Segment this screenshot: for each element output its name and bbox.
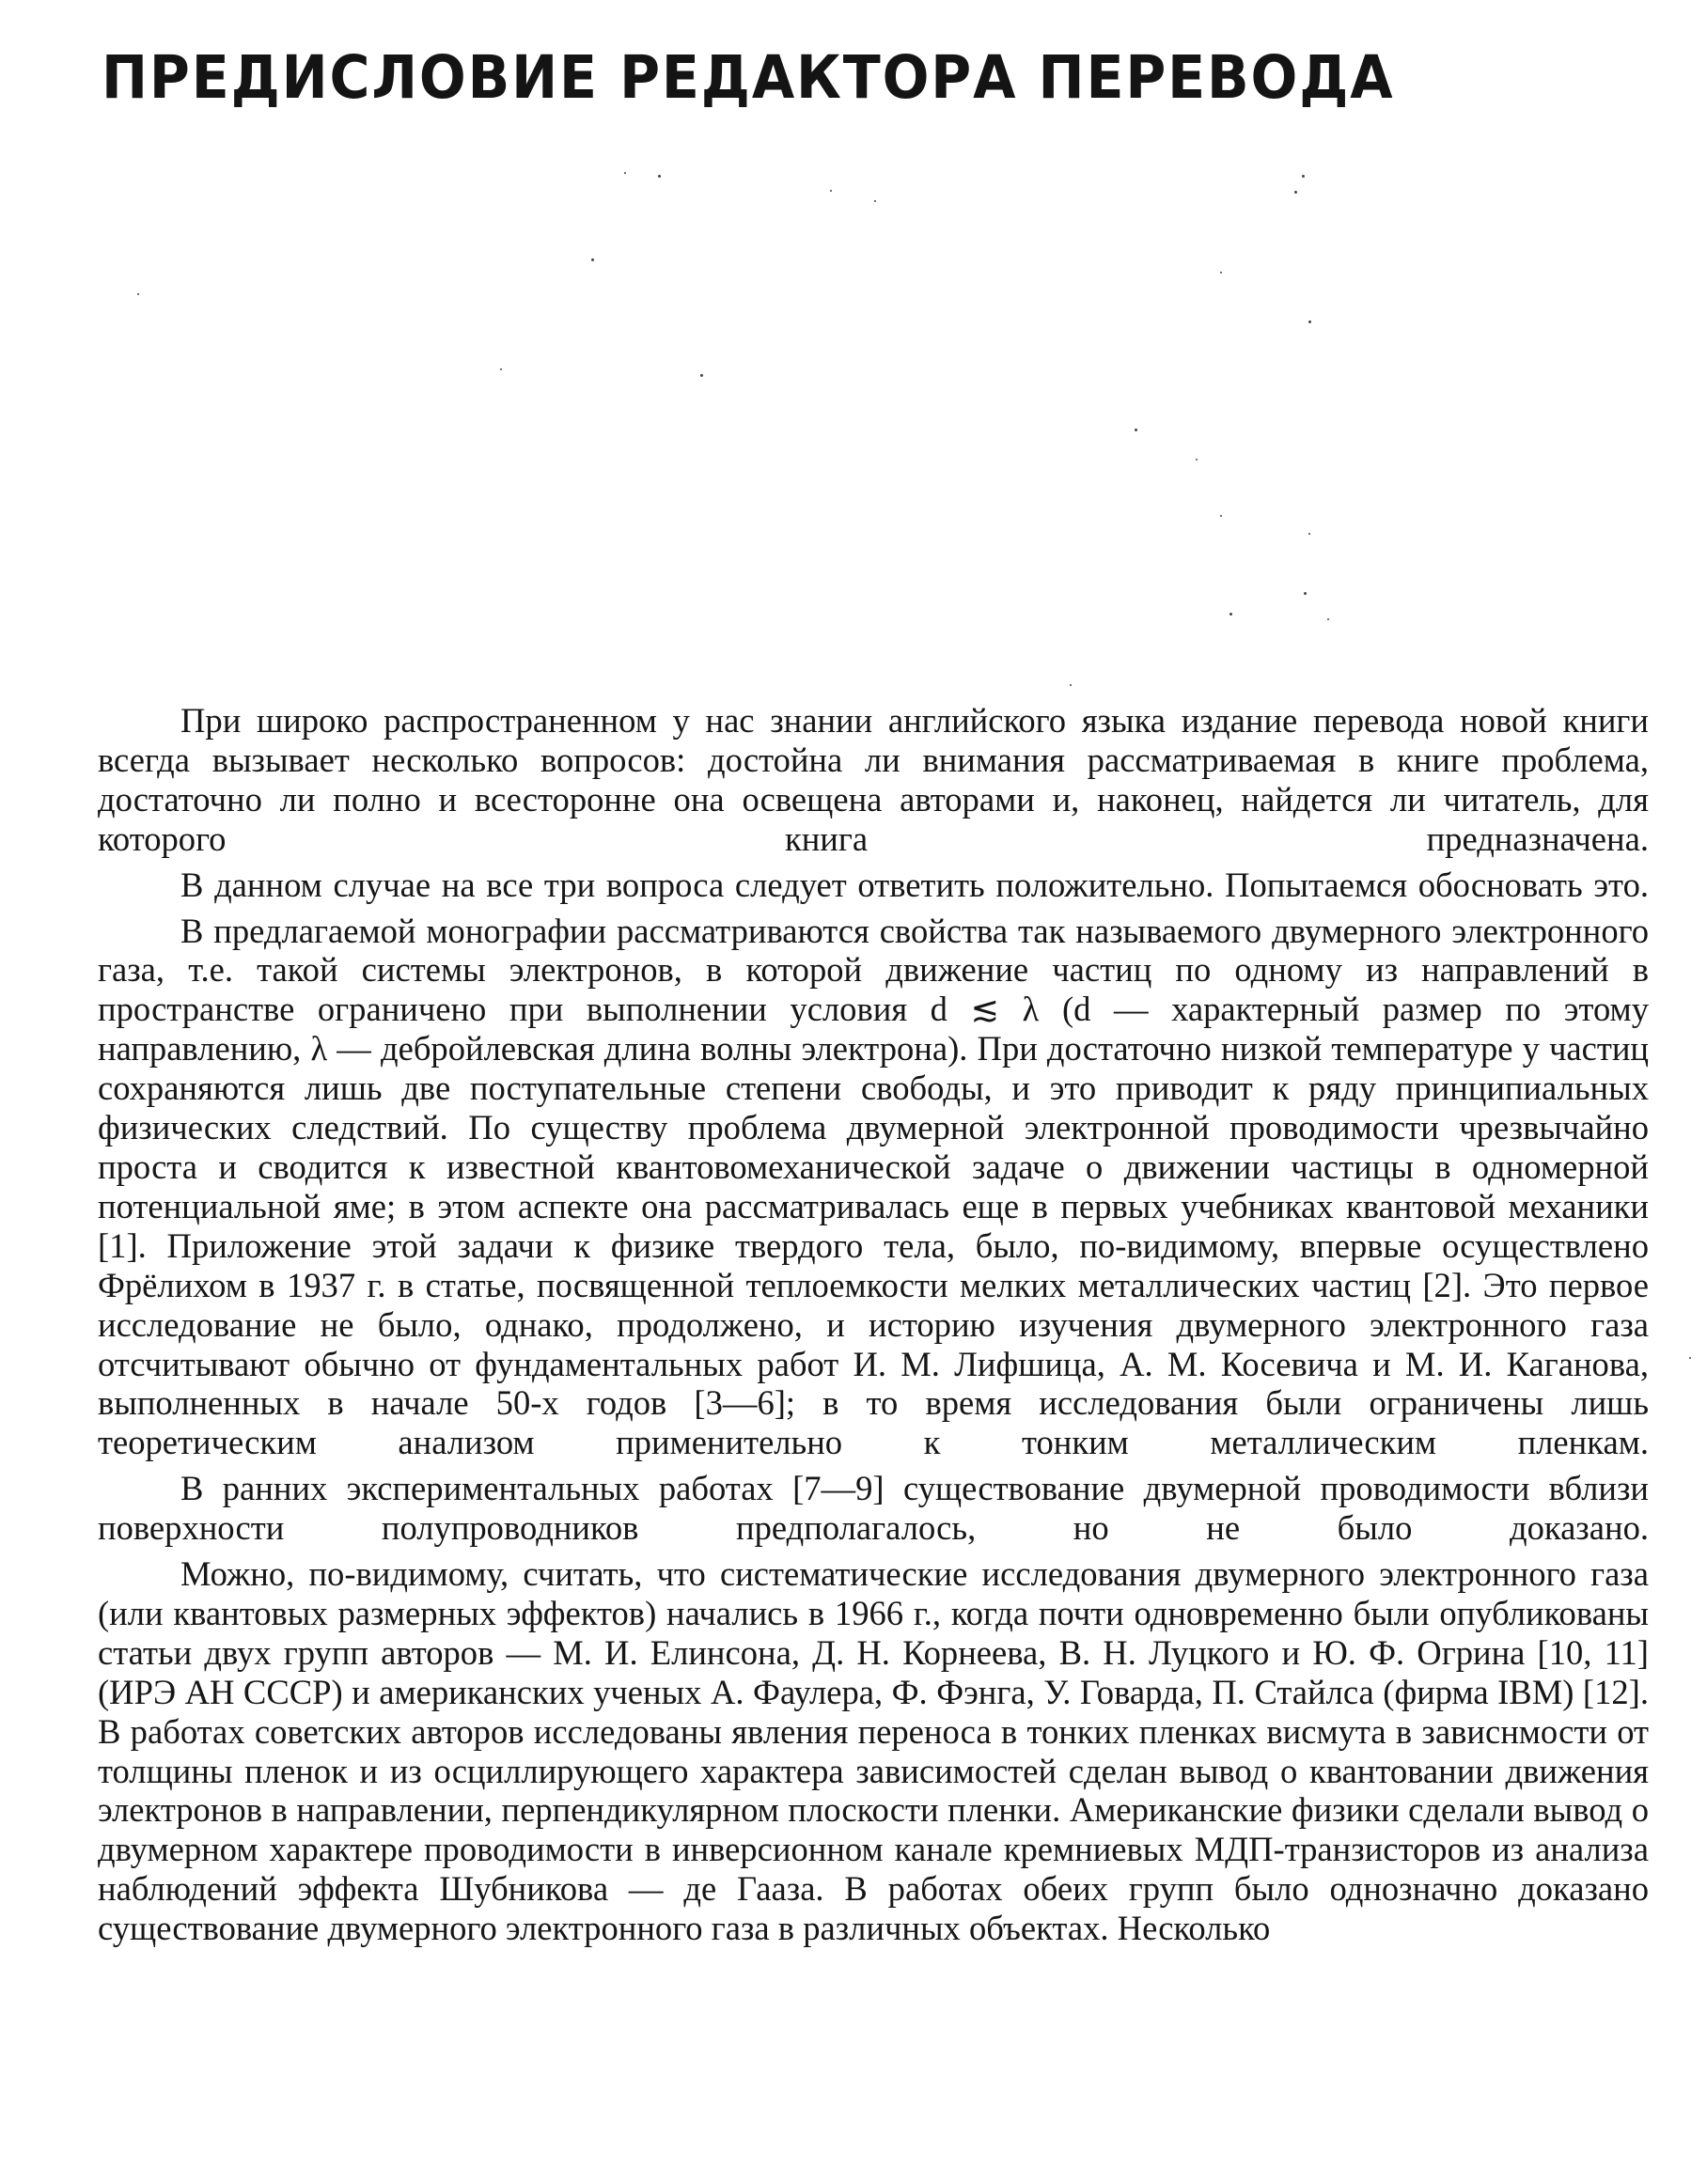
scan-speck (700, 374, 703, 377)
paragraph: В данном случае на все три вопроса следует ответить положительно. Попытаемся обосновать это. (180, 865, 1649, 904)
scan-speck (1070, 684, 1072, 686)
scan-speck (1196, 459, 1198, 460)
scan-speck (591, 258, 594, 261)
scan-speck (500, 368, 502, 370)
scan-speck (874, 200, 876, 202)
scan-speck (658, 175, 661, 178)
scan-speck (1220, 515, 1222, 517)
page-title: ПРЕДИСЛОВИЕ РЕДАКТОРА ПЕРЕВОДА (102, 43, 1395, 112)
scan-speck (1229, 613, 1232, 616)
paragraph: Можно, по-видимому, считать, что систематические исследования двумерного электронного газа (или квантовых размерных эффектов) начались в 1966 г., когда почти одновременно были опубликованы статьи двух групп авторов — М. И. Елинсона, Д. Н. Корнеева, В. Н. Луцкого и Ю. Ф. Огрина [10, 11] (ИРЭ АН СССР) и американских ученых А. Фаулера, Ф. Фэнга, У. Говарда, П. Стайлса (фирма IBM) [12]. В работах советских авторов исследованы явления переноса в тонких пленках висмута в зависнмости от толщины пленок и из осциллирующего характера зависимостей сделан вывод о квантовании движения электронов в направлении, перпендикулярном плоскости пленки. Американские физики сделали вывод о двумерном характере проводимости в инверсионном канале кремниевых МДП-транзисторов из анализа наблюдений эффекта Шубникова — де Гааза. В работах обеих групп было однозначно доказано существование двумерного электронного газа в различных объектах. Несколько (98, 1554, 1649, 1948)
scan-speck (830, 190, 832, 192)
paragraph: В предлагаемой монографии рассматриваются свойства так называемого двумерного электронного газа, т.е. такой системы электронов, в которой движение частиц по одному из направлений в пространстве ограничено при выполнении условия d ≲ λ (d — характерный размер по этому направлению, λ — дебройлевская длина волны электрона). При достаточно низкой температуре у частиц сохраняются лишь две поступательные степени свободы, и это приводит к ряду принципиальных физических следствий. По существу проблема двумерной электронной проводимости чрезвычайно проста и сводится к известной квантовомеханической задаче о движении частицы в одномерной потенциальной яме; в этом аспекте она рассматривалась еще в первых учебниках квантовой механики [1]. Приложение этой задачи к физике твердого тела, было, по-видимому, впервые осуществлено Фрёлихом в 1937 г. в статье, посвященной теплоемкости мелких металлических частиц [2]. Это первое исследование не было, однако, продолжено, и историю изучения двумерного электронного газа отсчитывают обычно от фундаментальных работ И. М. Лифшица, А. М. Косевича и М. И. Каганова, выполненных в начале 50-х годов [3—6]; в то время исследования были ограничены лишь теоретическим анализом применительно к тонким металлическим пленкам. (98, 911, 1649, 1462)
scan-speck (137, 293, 139, 295)
scan-speck (624, 172, 626, 174)
scan-speck (1220, 272, 1222, 273)
scan-speck (1327, 618, 1329, 620)
scan-speck (1294, 191, 1297, 194)
paragraph: При широко распространенном у нас знании английского языка издание перевода новой книги всегда вызывает несколько вопросов: достойна ли внимания рассматриваемая в книге проблема, достаточно ли полно и всесторонне она освещена авторами и, наконец, найдется ли читатель, для которого книга предназначена. (98, 701, 1649, 858)
scan-speck (1302, 175, 1305, 178)
scan-speck (1304, 592, 1307, 595)
preface-body (98, 701, 1649, 1955)
scan-speck (1135, 429, 1137, 431)
scan-speck (1308, 533, 1310, 535)
paragraph: В ранних экспериментальных работах [7—9] существование двумерной проводимости вблизи поверхности полупроводников предполагалось, но не было доказано. (98, 1469, 1649, 1548)
scan-speck (1689, 1357, 1691, 1359)
scan-speck (1308, 320, 1311, 323)
